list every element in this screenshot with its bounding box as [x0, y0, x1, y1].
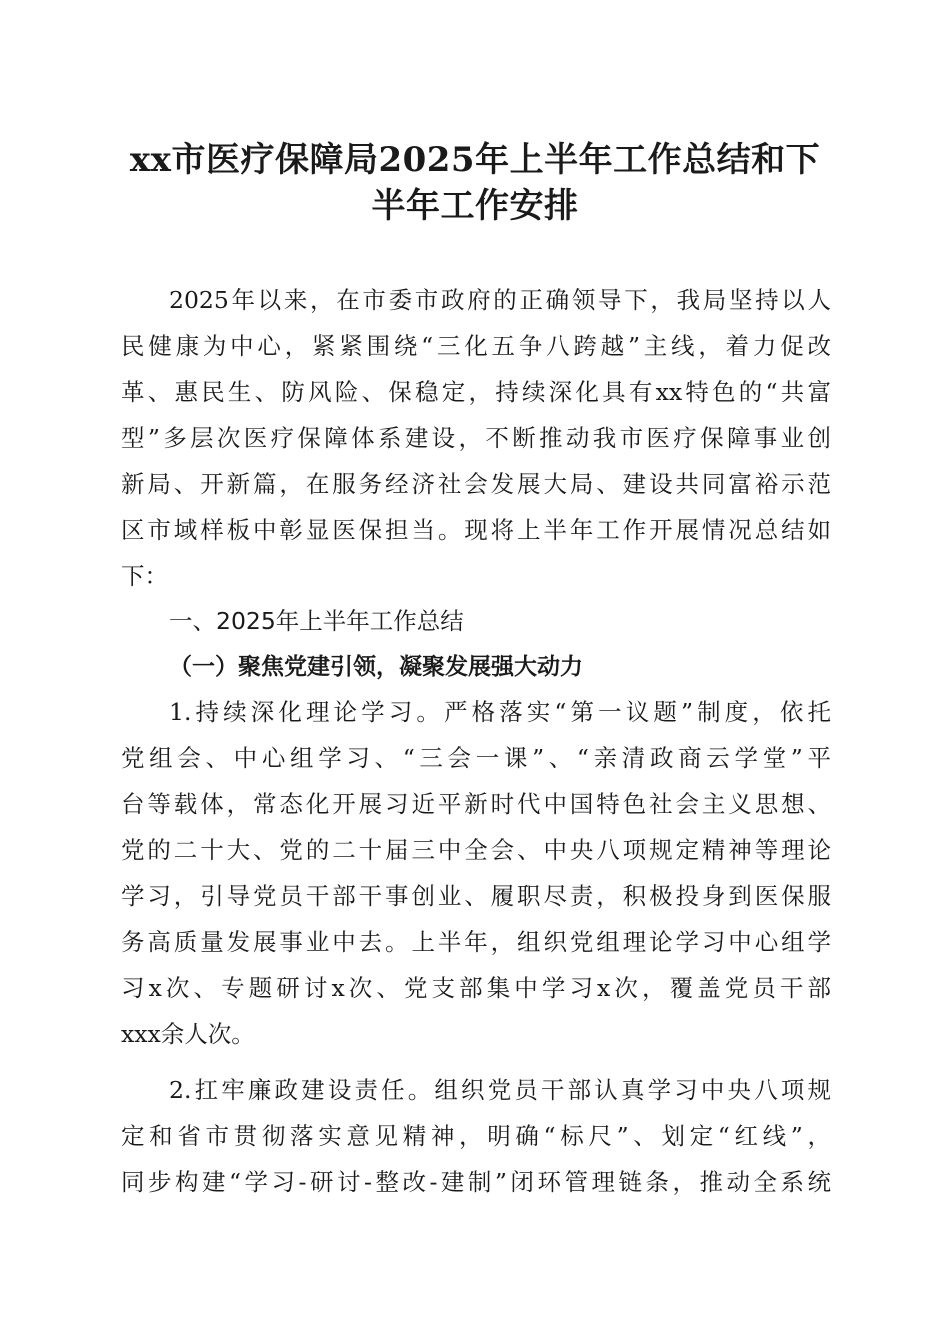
item-1-line: 务高质量发展事业中去。上半年，组织党组理论学习中心组学 [121, 928, 831, 956]
item-1-line: 党的二十大、党的二十届三中全会、中央八项规定精神等理论 [121, 836, 831, 864]
item-2-line: 同步构建“学习-研讨-整改-建制”闭环管理链条，推动全系统 [121, 1168, 831, 1196]
subsection-heading: （一）聚焦党建引领，凝聚发展强大动力 [169, 653, 583, 680]
intro-line: 下： [121, 562, 168, 590]
intro-line: 民健康为中心，紧紧围绕“三化五争八跨越”主线，着力促改 [121, 332, 831, 360]
item-2-line: 2.扛牢廉政建设责任。组织党员干部认真学习中央八项规 [169, 1076, 831, 1104]
item-1-line: 1.持续深化理论学习。严格落实“第一议题”制度，依托 [169, 698, 831, 726]
item-1-line: 党组会、中心组学习、“三会一课”、“亲清政商云学堂”平 [121, 744, 831, 772]
intro-line: 型”多层次医疗保障体系建设，不断推动我市医疗保障事业创 [121, 424, 831, 452]
item-1-line: 学习，引导党员干部干事创业、履职尽责，积极投身到医保服 [121, 882, 831, 910]
item-2-line: 定和省市贯彻落实意见精神，明确“标尺”、划定“红线”， [121, 1122, 831, 1150]
intro-line: 区市域样板中彰显医保担当。现将上半年工作开展情况总结如 [121, 516, 831, 544]
document-title-line-2: 半年工作安排 [371, 186, 579, 226]
section-heading: 一、2025年上半年工作总结 [169, 607, 464, 635]
document-title-line-1: xx市医疗保障局2025年上半年工作总结和下 [129, 140, 821, 180]
item-1-line: 台等载体，常态化开展习近平新时代中国特色社会主义思想、 [121, 790, 831, 818]
intro-line: 新局、开新篇，在服务经济社会发展大局、建设共同富裕示范 [121, 470, 831, 498]
intro-line: 2025年以来，在市委市政府的正确领导下，我局坚持以人 [169, 286, 831, 314]
item-1-line: xxx余人次。 [121, 1020, 255, 1048]
intro-line: 革、惠民生、防风险、保稳定，持续深化具有xx特色的“共富 [121, 378, 831, 406]
item-1-line: 习x次、专题研讨x次、党支部集中学习x次，覆盖党员干部 [121, 974, 831, 1002]
